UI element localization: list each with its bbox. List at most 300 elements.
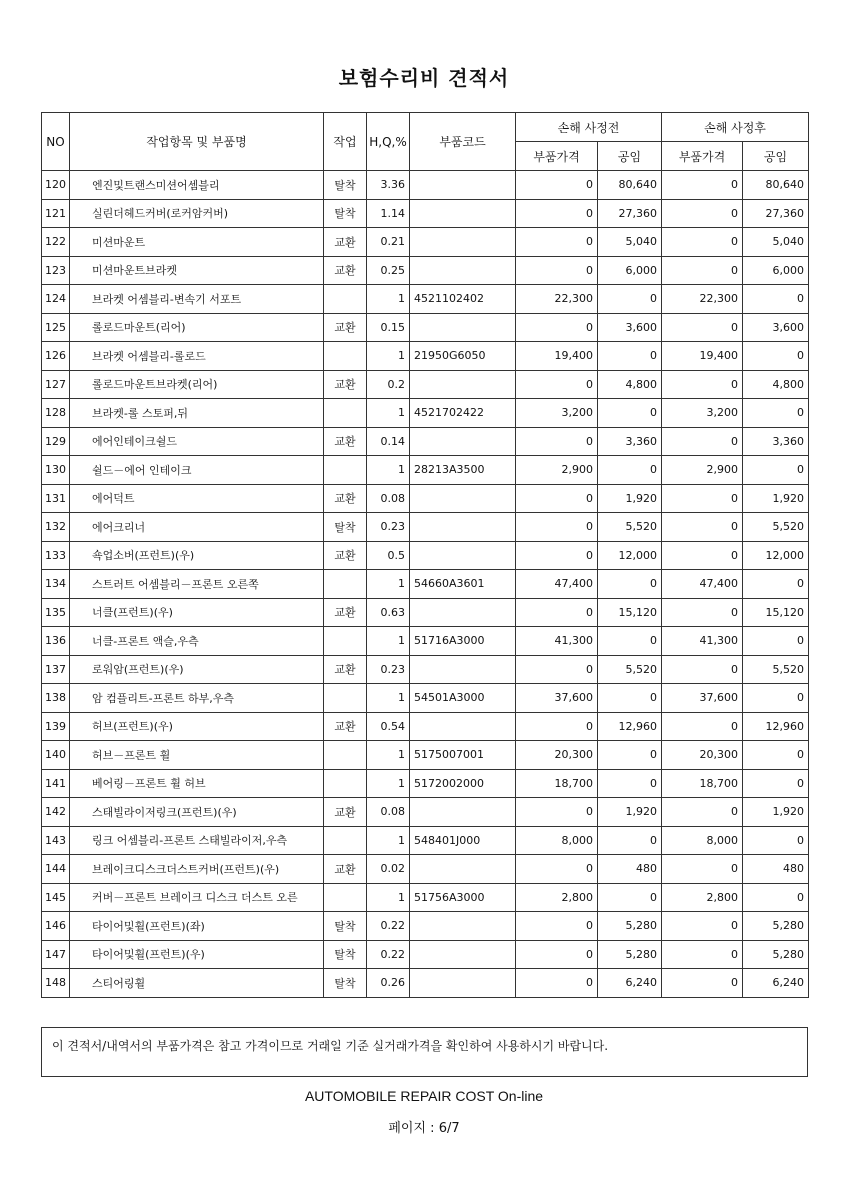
cell-hq: 1	[367, 684, 410, 713]
cell-work: 교환	[324, 370, 367, 399]
cell-work	[324, 399, 367, 428]
cell-after-part-price: 37,600	[662, 684, 743, 713]
cell-no: 140	[42, 741, 70, 770]
table-row	[42, 541, 809, 570]
cell-code: 51756A3000	[410, 883, 516, 912]
cell-before-labor: 12,960	[598, 712, 662, 741]
cell-code	[410, 940, 516, 969]
cell-hq: 1	[367, 456, 410, 485]
cell-after-labor: 4,800	[743, 370, 809, 399]
cell-no: 136	[42, 627, 70, 656]
cell-after-labor: 5,040	[743, 228, 809, 257]
cell-work: 교환	[324, 313, 367, 342]
cell-before-labor: 0	[598, 741, 662, 770]
cell-no: 147	[42, 940, 70, 969]
cell-hq: 0.23	[367, 655, 410, 684]
cell-item: 브라켓 어셈블리-롤로드	[70, 342, 324, 371]
cell-work: 교환	[324, 256, 367, 285]
cell-after-labor: 5,280	[743, 912, 809, 941]
cell-work: 탈착	[324, 940, 367, 969]
cell-work: 탈착	[324, 513, 367, 542]
table-row	[42, 969, 809, 998]
cell-after-part-price: 18,700	[662, 769, 743, 798]
cell-before-part-price: 0	[516, 912, 598, 941]
cell-hq: 3.36	[367, 171, 410, 200]
cell-no: 128	[42, 399, 70, 428]
cell-item: 쇽업소버(프런트)(우)	[70, 541, 324, 570]
cell-item: 브레이크디스크더스트커버(프런트)(우)	[70, 855, 324, 884]
cell-work: 교환	[324, 541, 367, 570]
cell-after-part-price: 0	[662, 370, 743, 399]
header-after-part-price: 부품가격	[662, 142, 743, 171]
cell-before-part-price: 0	[516, 969, 598, 998]
cell-after-labor: 5,520	[743, 513, 809, 542]
cell-hq: 1	[367, 342, 410, 371]
cell-no: 133	[42, 541, 70, 570]
cell-after-part-price: 0	[662, 541, 743, 570]
cell-hq: 0.2	[367, 370, 410, 399]
cell-after-part-price: 47,400	[662, 570, 743, 599]
cell-no: 131	[42, 484, 70, 513]
cell-after-labor: 3,600	[743, 313, 809, 342]
table-row	[42, 769, 809, 798]
cell-code: 5172002000	[410, 769, 516, 798]
cell-hq: 0.5	[367, 541, 410, 570]
cell-hq: 0.08	[367, 798, 410, 827]
cell-before-part-price: 0	[516, 228, 598, 257]
cell-hq: 0.63	[367, 598, 410, 627]
cell-after-labor: 0	[743, 769, 809, 798]
cell-item: 타이어및휠(프런트)(우)	[70, 940, 324, 969]
cell-work: 교환	[324, 228, 367, 257]
cell-item: 스트러트 어셈블리－프론트 오른쪽	[70, 570, 324, 599]
table-row	[42, 228, 809, 257]
cell-before-labor: 0	[598, 342, 662, 371]
cell-code	[410, 598, 516, 627]
table-row	[42, 855, 809, 884]
cell-code: 548401J000	[410, 826, 516, 855]
cell-no: 132	[42, 513, 70, 542]
cell-after-part-price: 8,000	[662, 826, 743, 855]
cell-before-labor: 0	[598, 684, 662, 713]
cell-before-part-price: 0	[516, 798, 598, 827]
table-row	[42, 427, 809, 456]
cell-after-part-price: 0	[662, 484, 743, 513]
cell-before-labor: 0	[598, 570, 662, 599]
cell-after-labor: 1,920	[743, 484, 809, 513]
cell-work: 교환	[324, 855, 367, 884]
cell-after-labor: 0	[743, 570, 809, 599]
cell-before-part-price: 0	[516, 855, 598, 884]
cell-before-labor: 6,000	[598, 256, 662, 285]
table-row	[42, 883, 809, 912]
cell-before-labor: 1,920	[598, 798, 662, 827]
cell-before-labor: 1,920	[598, 484, 662, 513]
cell-after-part-price: 0	[662, 712, 743, 741]
cell-after-labor: 80,640	[743, 171, 809, 200]
cell-hq: 1	[367, 826, 410, 855]
table-row	[42, 798, 809, 827]
cell-item: 암 컴플리트-프론트 하부,우측	[70, 684, 324, 713]
cell-work	[324, 456, 367, 485]
cell-before-labor: 5,040	[598, 228, 662, 257]
cell-before-part-price: 2,800	[516, 883, 598, 912]
cell-after-part-price: 0	[662, 427, 743, 456]
cell-no: 124	[42, 285, 70, 314]
cell-before-labor: 5,280	[598, 912, 662, 941]
cell-before-part-price: 0	[516, 199, 598, 228]
cell-after-labor: 6,000	[743, 256, 809, 285]
header-hq: H,Q,%	[367, 113, 410, 171]
cell-before-labor: 4,800	[598, 370, 662, 399]
table-row	[42, 912, 809, 941]
cell-before-part-price: 0	[516, 940, 598, 969]
header-after: 손해 사정후	[662, 113, 809, 142]
table-row	[42, 399, 809, 428]
cell-code	[410, 912, 516, 941]
cell-after-part-price: 0	[662, 598, 743, 627]
cell-no: 139	[42, 712, 70, 741]
cell-before-part-price: 0	[516, 256, 598, 285]
cell-after-labor: 15,120	[743, 598, 809, 627]
table-row	[42, 484, 809, 513]
cell-hq: 1.14	[367, 199, 410, 228]
cell-code	[410, 199, 516, 228]
cell-item: 미션마운트브라켓	[70, 256, 324, 285]
cell-before-part-price: 0	[516, 370, 598, 399]
cell-code	[410, 712, 516, 741]
document-title: 보험수리비 견적서	[338, 66, 510, 90]
cell-after-part-price: 2,900	[662, 456, 743, 485]
cell-after-labor: 0	[743, 883, 809, 912]
table-row	[42, 199, 809, 228]
cell-no: 142	[42, 798, 70, 827]
cell-after-labor: 0	[743, 456, 809, 485]
cell-no: 143	[42, 826, 70, 855]
cell-before-part-price: 0	[516, 484, 598, 513]
cell-code: 21950G6050	[410, 342, 516, 371]
cell-hq: 1	[367, 741, 410, 770]
cell-before-part-price: 37,600	[516, 684, 598, 713]
table-row	[42, 598, 809, 627]
cell-item: 실린더헤드커버(로커암커버)	[70, 199, 324, 228]
cell-work: 교환	[324, 427, 367, 456]
cell-hq: 0.08	[367, 484, 410, 513]
cell-after-part-price: 0	[662, 798, 743, 827]
cell-after-part-price: 20,300	[662, 741, 743, 770]
cell-before-labor: 0	[598, 627, 662, 656]
cell-no: 122	[42, 228, 70, 257]
cell-hq: 0.26	[367, 969, 410, 998]
cell-before-labor: 12,000	[598, 541, 662, 570]
cell-no: 146	[42, 912, 70, 941]
table-row	[42, 456, 809, 485]
cell-hq: 0.23	[367, 513, 410, 542]
cell-code	[410, 655, 516, 684]
cell-work	[324, 570, 367, 599]
cell-code	[410, 541, 516, 570]
cell-after-part-price: 0	[662, 313, 743, 342]
cell-after-labor: 1,920	[743, 798, 809, 827]
cell-after-labor: 5,280	[743, 940, 809, 969]
cell-no: 141	[42, 769, 70, 798]
cell-before-part-price: 2,900	[516, 456, 598, 485]
cell-code	[410, 171, 516, 200]
cell-item: 에어덕트	[70, 484, 324, 513]
cell-before-labor: 480	[598, 855, 662, 884]
table-row	[42, 712, 809, 741]
cell-after-part-price: 0	[662, 655, 743, 684]
cell-before-part-price: 41,300	[516, 627, 598, 656]
cell-hq: 1	[367, 399, 410, 428]
cell-after-labor: 12,960	[743, 712, 809, 741]
cell-before-labor: 0	[598, 769, 662, 798]
cell-work: 탈착	[324, 199, 367, 228]
cell-hq: 0.22	[367, 912, 410, 941]
cell-before-labor: 5,280	[598, 940, 662, 969]
cell-before-labor: 5,520	[598, 655, 662, 684]
cell-work	[324, 285, 367, 314]
table-row	[42, 342, 809, 371]
cell-no: 137	[42, 655, 70, 684]
cell-code	[410, 969, 516, 998]
cell-no: 125	[42, 313, 70, 342]
cell-before-labor: 80,640	[598, 171, 662, 200]
header-work: 작업	[324, 113, 367, 171]
cell-code	[410, 427, 516, 456]
cell-hq: 1	[367, 769, 410, 798]
table-row	[42, 513, 809, 542]
notice-box	[41, 1027, 808, 1077]
cell-before-part-price: 0	[516, 313, 598, 342]
cell-work: 탈착	[324, 969, 367, 998]
cell-code	[410, 256, 516, 285]
cell-after-part-price: 0	[662, 912, 743, 941]
cell-code	[410, 855, 516, 884]
cell-before-part-price: 0	[516, 598, 598, 627]
cell-work: 탈착	[324, 171, 367, 200]
cell-before-labor: 6,240	[598, 969, 662, 998]
table-row	[42, 940, 809, 969]
cell-hq: 0.54	[367, 712, 410, 741]
table-row	[42, 826, 809, 855]
cell-hq: 0.25	[367, 256, 410, 285]
cell-item: 쉴드－에어 인테이크	[70, 456, 324, 485]
cell-item: 베어링－프론트 휠 허브	[70, 769, 324, 798]
cell-item: 미션마운트	[70, 228, 324, 257]
cell-after-labor: 0	[743, 285, 809, 314]
cell-no: 127	[42, 370, 70, 399]
footer-text: AUTOMOBILE REPAIR COST On-line	[304, 1088, 544, 1104]
cell-hq: 0.21	[367, 228, 410, 257]
cell-no: 120	[42, 171, 70, 200]
cell-after-part-price: 0	[662, 513, 743, 542]
cell-code	[410, 313, 516, 342]
cell-hq: 0.15	[367, 313, 410, 342]
cell-item: 커버－프론트 브레이크 디스크 더스트 오른	[70, 883, 324, 912]
cell-work: 교환	[324, 598, 367, 627]
cell-code	[410, 370, 516, 399]
cell-before-part-price: 0	[516, 171, 598, 200]
header-code: 부품코드	[410, 113, 516, 171]
cell-before-part-price: 0	[516, 427, 598, 456]
notice-text: 이 견적서/내역서의 부품가격은 참고 가격이므로 거래일 기준 실거래가격을 확인하여 사용하시기 바랍니다.	[52, 1039, 609, 1053]
cell-after-part-price: 22,300	[662, 285, 743, 314]
cell-code: 4521102402	[410, 285, 516, 314]
cell-after-part-price: 19,400	[662, 342, 743, 371]
cell-after-part-price: 41,300	[662, 627, 743, 656]
cell-after-labor: 6,240	[743, 969, 809, 998]
cell-no: 138	[42, 684, 70, 713]
cell-after-part-price: 0	[662, 171, 743, 200]
cell-after-labor: 27,360	[743, 199, 809, 228]
cell-item: 브라켓 어셈블리-변속기 서포트	[70, 285, 324, 314]
cell-item: 에어크리너	[70, 513, 324, 542]
header-after-labor: 공임	[743, 142, 809, 171]
cell-after-labor: 0	[743, 741, 809, 770]
table-row	[42, 655, 809, 684]
cell-work	[324, 627, 367, 656]
cell-hq: 1	[367, 883, 410, 912]
cell-after-labor: 480	[743, 855, 809, 884]
cell-item: 스태빌라이저링크(프런트)(우)	[70, 798, 324, 827]
cell-before-part-price: 18,700	[516, 769, 598, 798]
cell-code: 51716A3000	[410, 627, 516, 656]
cell-no: 135	[42, 598, 70, 627]
cell-work	[324, 883, 367, 912]
table-row	[42, 285, 809, 314]
cell-after-labor: 12,000	[743, 541, 809, 570]
cell-work	[324, 342, 367, 371]
table-row	[42, 570, 809, 599]
cell-work: 교환	[324, 798, 367, 827]
cell-item: 에어인테이크쉴드	[70, 427, 324, 456]
cell-no: 145	[42, 883, 70, 912]
cell-before-labor: 0	[598, 826, 662, 855]
cell-no: 126	[42, 342, 70, 371]
cell-item: 허브－프론트 휠	[70, 741, 324, 770]
cell-after-part-price: 2,800	[662, 883, 743, 912]
cell-work: 교환	[324, 484, 367, 513]
cell-hq: 1	[367, 285, 410, 314]
cell-after-part-price: 3,200	[662, 399, 743, 428]
table-row	[42, 171, 809, 200]
table-row	[42, 313, 809, 342]
cell-work	[324, 826, 367, 855]
cell-after-labor: 0	[743, 627, 809, 656]
cell-after-part-price: 0	[662, 199, 743, 228]
header-before-labor: 공임	[598, 142, 662, 171]
cell-before-labor: 3,600	[598, 313, 662, 342]
cell-before-labor: 0	[598, 456, 662, 485]
cell-after-part-price: 0	[662, 969, 743, 998]
cell-code: 5175007001	[410, 741, 516, 770]
cell-hq: 0.14	[367, 427, 410, 456]
cell-after-labor: 0	[743, 826, 809, 855]
cell-hq: 0.02	[367, 855, 410, 884]
cell-work	[324, 684, 367, 713]
cell-hq: 1	[367, 627, 410, 656]
cell-after-part-price: 0	[662, 855, 743, 884]
estimate-table	[41, 112, 809, 998]
table-row	[42, 256, 809, 285]
cell-before-labor: 0	[598, 285, 662, 314]
cell-no: 129	[42, 427, 70, 456]
page-number: 페이지 : 6/7	[388, 1121, 460, 1136]
cell-code: 54660A3601	[410, 570, 516, 599]
cell-item: 롤로드마운트(리어)	[70, 313, 324, 342]
cell-after-part-price: 0	[662, 940, 743, 969]
table-row	[42, 370, 809, 399]
cell-before-part-price: 22,300	[516, 285, 598, 314]
cell-before-labor: 15,120	[598, 598, 662, 627]
table-row	[42, 684, 809, 713]
cell-work: 교환	[324, 712, 367, 741]
cell-work	[324, 769, 367, 798]
cell-item: 타이어및휠(프런트)(좌)	[70, 912, 324, 941]
header-no: NO	[42, 113, 70, 171]
cell-no: 144	[42, 855, 70, 884]
cell-no: 148	[42, 969, 70, 998]
cell-no: 121	[42, 199, 70, 228]
header-item: 작업항목 및 부품명	[70, 113, 324, 171]
cell-item: 엔진및트랜스미션어셈블리	[70, 171, 324, 200]
cell-before-labor: 3,360	[598, 427, 662, 456]
cell-code: 28213A3500	[410, 456, 516, 485]
cell-work: 교환	[324, 655, 367, 684]
cell-after-labor: 0	[743, 342, 809, 371]
cell-before-part-price: 0	[516, 712, 598, 741]
table-body	[42, 171, 809, 998]
cell-item: 허브(프런트)(우)	[70, 712, 324, 741]
cell-item: 너클(프런트)(우)	[70, 598, 324, 627]
table-header	[42, 113, 809, 171]
cell-hq: 1	[367, 570, 410, 599]
cell-before-labor: 27,360	[598, 199, 662, 228]
cell-item: 로워암(프런트)(우)	[70, 655, 324, 684]
cell-hq: 0.22	[367, 940, 410, 969]
cell-after-part-price: 0	[662, 256, 743, 285]
cell-code: 54501A3000	[410, 684, 516, 713]
cell-after-labor: 3,360	[743, 427, 809, 456]
cell-item: 링크 어셈블리-프론트 스태빌라이저,우측	[70, 826, 324, 855]
cell-item: 너클-프론트 액슬,우측	[70, 627, 324, 656]
cell-item: 롤로드마운트브라켓(리어)	[70, 370, 324, 399]
cell-before-part-price: 8,000	[516, 826, 598, 855]
header-before: 손해 사정전	[516, 113, 662, 142]
cell-work: 탈착	[324, 912, 367, 941]
cell-code: 4521702422	[410, 399, 516, 428]
cell-before-part-price: 0	[516, 541, 598, 570]
cell-before-labor: 5,520	[598, 513, 662, 542]
cell-no: 130	[42, 456, 70, 485]
cell-code	[410, 798, 516, 827]
cell-code	[410, 228, 516, 257]
cell-after-labor: 0	[743, 399, 809, 428]
cell-after-labor: 5,520	[743, 655, 809, 684]
cell-before-part-price: 0	[516, 655, 598, 684]
cell-before-labor: 0	[598, 399, 662, 428]
cell-before-part-price: 3,200	[516, 399, 598, 428]
cell-no: 134	[42, 570, 70, 599]
cell-before-labor: 0	[598, 883, 662, 912]
table-row	[42, 741, 809, 770]
cell-after-part-price: 0	[662, 228, 743, 257]
cell-item: 스티어링휠	[70, 969, 324, 998]
cell-code	[410, 513, 516, 542]
cell-no: 123	[42, 256, 70, 285]
cell-before-part-price: 19,400	[516, 342, 598, 371]
